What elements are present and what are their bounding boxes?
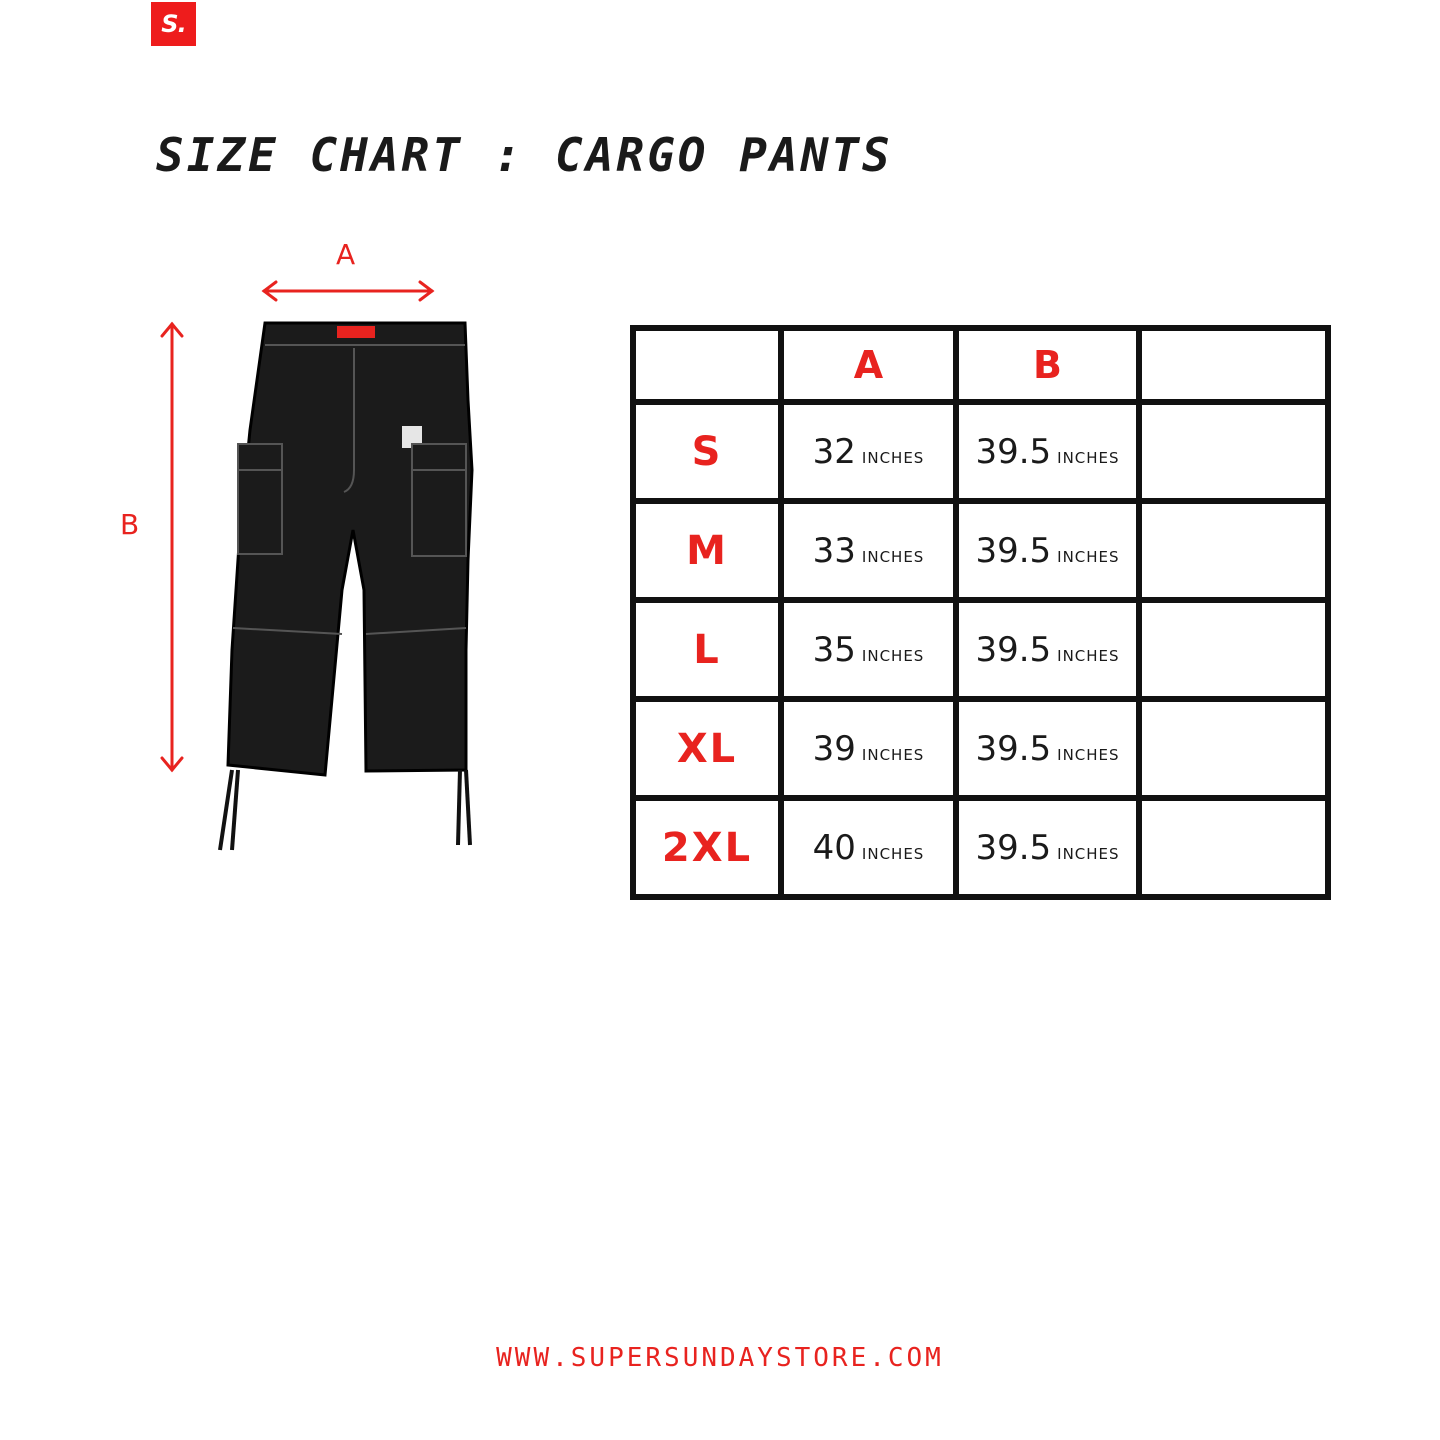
dimension-arrow-a xyxy=(264,282,432,300)
value-number: 39 xyxy=(812,728,856,769)
header-cell-extra xyxy=(1139,328,1328,402)
extra-cell xyxy=(1139,402,1328,501)
size-label: XL xyxy=(633,699,781,798)
size-label: 2XL xyxy=(633,798,781,897)
value-unit: INCHES xyxy=(861,646,925,665)
value-number: 39.5 xyxy=(975,827,1052,868)
extra-cell xyxy=(1139,600,1328,699)
extra-cell xyxy=(1139,798,1328,897)
value-unit: INCHES xyxy=(861,547,925,566)
value-unit: INCHES xyxy=(861,745,925,764)
size-label: L xyxy=(633,600,781,699)
table-row xyxy=(633,402,1328,501)
brand-logo: S. xyxy=(151,2,196,46)
value-unit: INCHES xyxy=(1057,646,1120,665)
value-unit: INCHES xyxy=(1057,547,1120,566)
measurement-a xyxy=(781,501,956,600)
dimension-label-b: B xyxy=(120,508,140,541)
table-row xyxy=(633,600,1328,699)
value-number: 39.5 xyxy=(975,629,1052,670)
value-unit: INCHES xyxy=(861,448,925,467)
value-unit: INCHES xyxy=(1057,844,1120,863)
measurement-a xyxy=(781,699,956,798)
measurement-b xyxy=(956,798,1139,897)
pants-shape xyxy=(220,323,472,850)
value-number: 39.5 xyxy=(975,728,1052,769)
dimension-arrow-b xyxy=(162,324,182,770)
measurement-a xyxy=(781,798,956,897)
footer-website-link[interactable]: WWW.SUPERSUNDAYSTORE.COM xyxy=(496,1343,944,1373)
measurement-b xyxy=(956,402,1139,501)
measurement-a xyxy=(781,600,956,699)
value-number: 39.5 xyxy=(975,431,1052,472)
value-number: 33 xyxy=(812,530,856,571)
value-unit: INCHES xyxy=(861,844,925,863)
value-number: 40 xyxy=(812,827,856,868)
pants-diagram xyxy=(110,230,490,870)
size-label: M xyxy=(633,501,781,600)
measurement-b xyxy=(956,699,1139,798)
dimension-label-a: A xyxy=(336,238,356,271)
value-number: 39.5 xyxy=(975,530,1052,571)
table-row xyxy=(633,699,1328,798)
measurement-b xyxy=(956,501,1139,600)
header-cell-a: A xyxy=(781,328,956,402)
size-chart-table xyxy=(630,325,1331,900)
measurement-b xyxy=(956,600,1139,699)
value-number: 35 xyxy=(812,629,856,670)
page-title: SIZE CHART : CARGO PANTS xyxy=(156,128,893,182)
header-cell-empty xyxy=(633,328,781,402)
header-cell-b: B xyxy=(956,328,1139,402)
table-header-row xyxy=(633,328,1328,402)
value-number: 32 xyxy=(812,431,856,472)
measurement-a xyxy=(781,402,956,501)
value-unit: INCHES xyxy=(1057,448,1120,467)
table-row xyxy=(633,798,1328,897)
table-row xyxy=(633,501,1328,600)
extra-cell xyxy=(1139,699,1328,798)
extra-cell xyxy=(1139,501,1328,600)
size-label: S xyxy=(633,402,781,501)
value-unit: INCHES xyxy=(1057,745,1120,764)
cargo-pants-illustration xyxy=(110,230,490,870)
